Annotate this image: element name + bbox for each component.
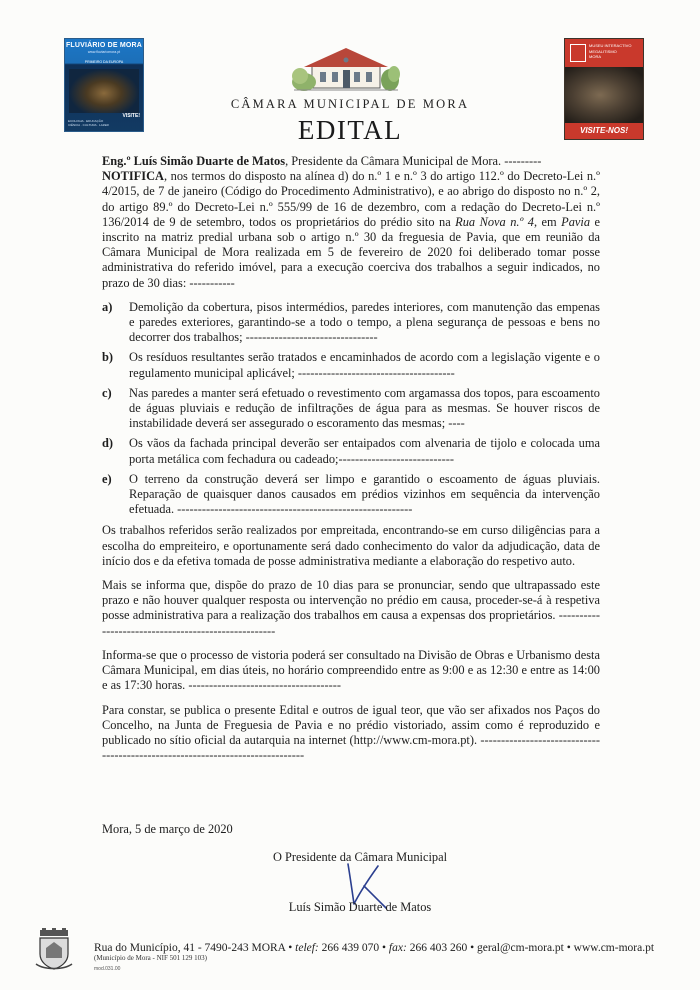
list-item-text: O terreno da construção deverá ser limpo e garantido o escoamento de águas pluviais. Reparação de quaisquer danos causados em prédios vizinhos em sequência da intervenção efetuada. --------------------------------------------------------- <box>129 471 600 517</box>
document-title: EDITAL <box>297 115 403 145</box>
email-link[interactable]: geral@cm-mora.pt <box>476 942 564 954</box>
list-item-text: Os vãos da fachada principal deverão ser entaipados com alvenaria de tijolo e colocada uma porta metálica com fechadura ou cadeado;---------------------------- <box>129 436 600 466</box>
signatory-name <box>0 900 700 915</box>
notifica-street: Rua Nova n.º 4 <box>455 214 534 229</box>
town-hall-logo <box>290 36 402 94</box>
fluviario-footer-line2: CIÊNCIA · CULTURA · LAZER <box>68 123 109 127</box>
publication-paragraph: Para constar, se publica o presente Edital e outros de igual teor, que vão ser afixados nos Paços do Concelho, na Junta de Freguesia de Pavia e no prédio vistoriado, assim como é reproduzido e publicado no sítio oficial da autarquia na internet (http://www.cm-mora.pt). ------------------------------------------------------------------------------ <box>102 702 600 763</box>
list-item <box>102 300 600 346</box>
fax-label: fax: <box>388 942 407 954</box>
bullet-icon: • <box>470 942 477 954</box>
notifica-text-a: , nos termos do disposto na alínea d) do n.º 1 e n.º 3 do artigo 112.º do Decreto-Lei n.º 4/2015, de 7 de janeiro (Código do Procedimento Administrativo), e ao abrigo do disposto no n.º 2, do artigo 89.º do Decreto-Lei n.º 555/99 de 16 de dezembro, com a redação do Decreto-Lei n.º 136/2014 de 9 de setembro, todos os proprietários do prédio sito na <box>102 169 600 229</box>
fluviario-title: FLUVIÁRIO DE MORA <box>65 42 143 49</box>
megalitismo-text <box>589 43 641 60</box>
list-item <box>102 472 600 518</box>
notifica-paragraph <box>102 169 600 291</box>
notifica-place: Pavia <box>561 214 591 229</box>
notifica-text-c: e inscrito na matriz predial urbana sob o artigo n.º 30 da freguesia de Pavia, que em reunião da Câmara Municipal de Mora realizada em 5 de fevereiro de 2020 foi deliberado tomar posse administrativa do referido imóvel, para a execução coerciva dos trabalhos a seguir indicados, no prazo de 30 dias: ----------- <box>102 214 600 290</box>
works-list <box>102 300 600 518</box>
footer-contacts <box>94 942 654 954</box>
footer-nif: (Município de Mora - NIF 501 129 103) <box>94 954 207 962</box>
fluviario-footer-line1: ECOLOGIA · EDUCAÇÃO <box>68 119 104 123</box>
fluviario-tagline: PRIMEIRO DA EUROPA <box>84 60 124 64</box>
signatory-role-text: O Presidente da Câmara Municipal <box>272 850 448 864</box>
form-code: mod.031.00 <box>94 966 121 972</box>
telef-number: 266 439 070 <box>321 942 380 954</box>
bullet-icon: • <box>382 942 389 954</box>
list-item-label: d) <box>102 436 114 451</box>
museum-logo-icon <box>570 44 586 62</box>
fluviario-url: www.fluviariomora.pt <box>87 50 121 54</box>
megalitismo-banner <box>564 38 644 140</box>
fax-number: 266 403 260 <box>409 942 468 954</box>
megalitismo-line2: MEGALITISMO <box>589 48 617 54</box>
bullet-icon: • <box>566 942 574 954</box>
list-item-label: c) <box>102 385 112 400</box>
president-name: Eng.º Luís Simão Duarte de Matos <box>102 154 286 168</box>
bullet-icon: • <box>288 942 296 954</box>
list-item-text: Os resíduos resultantes serão tratados e encaminhados de acordo com a legislação vigente e o regulamento municipal aplicável; -------------------------------------- <box>129 350 600 380</box>
municipal-crest-icon <box>34 928 74 972</box>
signatory-name-text: Luís Simão Duarte de Matos <box>288 900 432 914</box>
list-item-label: b) <box>102 350 114 365</box>
inspection-paragraph: Informa-se que o processo de vistoria poderá ser consultado na Divisão de Obras e Urbanismo desta Câmara Municipal, em dias úteis, no horário compreendido entre as 9:00 e as 12:30 e entre as 14:00 e as 17:30 horas. ------------------------------------- <box>102 647 600 693</box>
fluviario-visite: VISITE! <box>122 113 140 119</box>
telef-label: telef: <box>295 942 319 954</box>
notifica-text-b: , em <box>533 214 562 229</box>
list-item-text: Nas paredes a manter será efetuado o revestimento com argamassa dos topos, para escoamento de águas pluviais e redução de infiltrações de água para as mesmas. Se houver riscos de instabilidade deverá ser assegurado o escoramento das mesmas; ---- <box>129 385 600 431</box>
caveman-photo <box>565 67 643 123</box>
place-date: Mora, 5 de março de 2020 <box>102 822 233 836</box>
footer-address: Rua do Município, 41 - 7490-243 MORA <box>94 942 286 954</box>
list-item-text: Demolição da cobertura, pisos intermédios, paredes interiores, com manutenção das empenas e paredes exteriores, garantindo-se a todo o tempo, a plena segurança de pessoas e bens no decorrer dos trabalhos; -------------------------------- <box>129 299 600 345</box>
list-item <box>102 436 600 466</box>
edital-body <box>102 154 600 772</box>
notifica-word: NOTIFICA <box>102 169 164 184</box>
megalitismo-line3: MORA <box>589 54 601 59</box>
megalitismo-line1: MUSEU INTERACTIVO <box>589 43 632 48</box>
list-item <box>102 350 600 380</box>
visite-nos-label: VISITE-NOS! <box>565 123 643 139</box>
works-paragraph: Os trabalhos referidos serão realizados por empreitada, encontrando-se em curso diligências para a escolha do empreiteiro, e oportunamente será dado conhecimento do valor da adjudicação, data de início dos e da efetiva tomada de posse administrativa mediante a elaboração do respetivo auto. <box>102 523 600 568</box>
intro-paragraph <box>102 154 600 169</box>
list-item-label: a) <box>102 299 113 314</box>
list-item <box>102 386 600 432</box>
list-item-label: e) <box>102 471 112 486</box>
intro-rest: , Presidente da Câmara Municipal de Mora. --------- <box>285 154 542 168</box>
deadline-paragraph: Mais se informa que, dispõe do prazo de 10 dias para se pronunciar, sendo que ultrapassado este prazo e não houver qualquer resposta ou intervenção no prédio em causa, proceder-se-á à respetiva posse administrativa para a realização dos trabalhos em causa a expensas dos proprietários. ---------------------------------------------------- <box>102 578 600 638</box>
municipality-name: CÂMARA MUNICIPAL DE MORA <box>230 97 470 111</box>
website-link[interactable]: www.cm-mora.pt <box>573 942 655 954</box>
